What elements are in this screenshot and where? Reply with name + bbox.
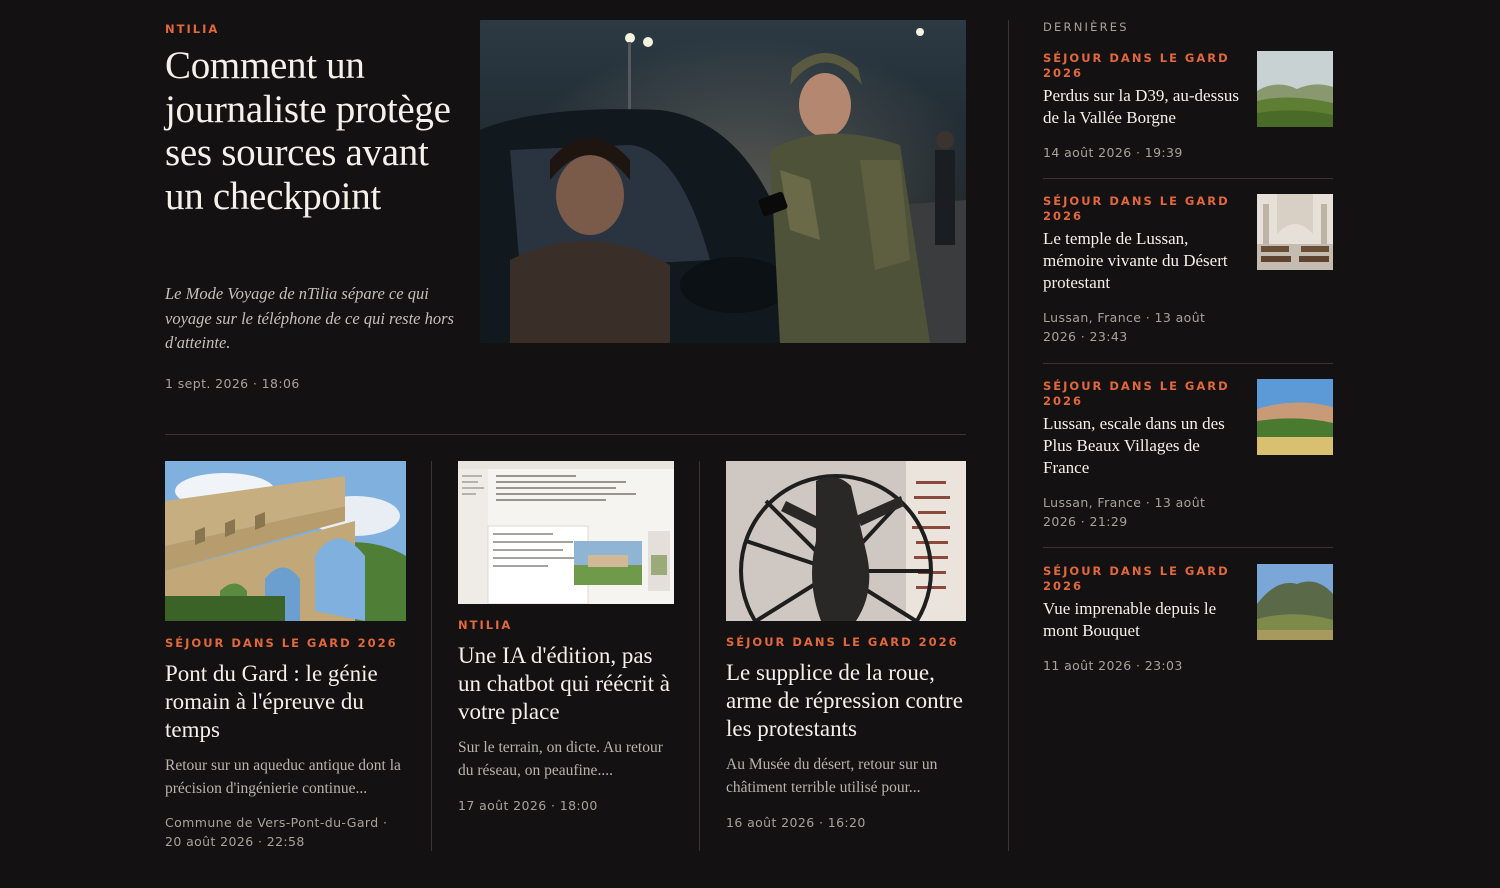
sidebar-item-meta: 14 août 2026 · 19:39	[1043, 145, 1183, 160]
sidebar-item-meta: 11 août 2026 · 23:03	[1043, 658, 1183, 673]
sidebar-item-kicker[interactable]: SÉJOUR DANS LE GARD 2026	[1043, 379, 1230, 408]
card-meta: Commune de Vers-Pont-du-Gard · 20 août 2026 · 22:58	[165, 815, 388, 849]
sidebar-heading: DERNIÈRES	[1043, 20, 1129, 34]
hero-date: 1 sept. 2026 · 18:06	[165, 376, 300, 391]
card-title[interactable]: Le supplice de la roue, arme de répression contre les protestants	[726, 660, 963, 741]
section-divider	[165, 434, 966, 435]
card-image-editor-screenshot[interactable]	[458, 461, 674, 604]
card-kicker[interactable]: NTILIA	[458, 618, 513, 632]
wheel-photo	[726, 461, 966, 621]
sidebar-item-title[interactable]: Le temple de Lussan, mémoire vivante du Désert protestant	[1043, 229, 1228, 292]
sidebar-thumb-village[interactable]	[1257, 379, 1333, 455]
sidebar-thumb-valley[interactable]	[1257, 51, 1333, 127]
card-kicker[interactable]: SÉJOUR DANS LE GARD 2026	[726, 635, 959, 649]
card-dek: Retour sur un aqueduc antique dont la précision d'ingénierie continue...	[165, 757, 401, 797]
hero-kicker[interactable]: NTILIA	[165, 22, 220, 36]
sidebar-item[interactable]	[1043, 194, 1333, 346]
sidebar-thumb-temple[interactable]	[1257, 194, 1333, 270]
hero-title[interactable]: Comment un journaliste protège ses sources avant un checkpoint	[165, 44, 451, 218]
card-meta: 16 août 2026 · 16:20	[726, 815, 866, 830]
card-meta: 17 août 2026 · 18:00	[458, 798, 598, 813]
hero-image-checkpoint[interactable]	[480, 20, 966, 343]
sidebar-item-kicker[interactable]: SÉJOUR DANS LE GARD 2026	[1043, 564, 1230, 593]
valley-photo	[1257, 51, 1333, 127]
sidebar-item[interactable]	[1043, 564, 1333, 675]
sidebar-item-title[interactable]: Lussan, escale dans un des Plus Beaux Villages de France	[1043, 414, 1225, 477]
card-dek: Sur le terrain, on dicte. Au retour du réseau, on peaufine....	[458, 739, 663, 779]
sidebar-separator	[1043, 178, 1333, 179]
card-title[interactable]: Pont du Gard : le génie romain à l'épreuve du temps	[165, 661, 378, 742]
temple-photo	[1257, 194, 1333, 270]
column-divider	[699, 461, 700, 851]
editor-screenshot	[458, 461, 674, 604]
card-image-wheel[interactable]	[726, 461, 966, 621]
sidebar-separator	[1043, 363, 1333, 364]
sidebar-item-kicker[interactable]: SÉJOUR DANS LE GARD 2026	[1043, 194, 1230, 223]
sidebar-item[interactable]	[1043, 51, 1333, 162]
sidebar-item[interactable]	[1043, 379, 1333, 531]
sidebar-item-title[interactable]: Vue imprenable depuis le mont Bouquet	[1043, 599, 1217, 640]
sidebar-item-meta: Lussan, France · 13 août 2026 · 23:43	[1043, 310, 1206, 344]
card-kicker[interactable]: SÉJOUR DANS LE GARD 2026	[165, 636, 398, 650]
sidebar-separator	[1043, 547, 1333, 548]
mountain-photo	[1257, 564, 1333, 640]
sidebar-thumb-mountain[interactable]	[1257, 564, 1333, 640]
column-divider	[431, 461, 432, 851]
card-dek: Au Musée du désert, retour sur un châtiment terrible utilisé pour...	[726, 756, 938, 796]
village-photo	[1257, 379, 1333, 455]
checkpoint-photo	[480, 20, 966, 343]
aqueduct-photo	[165, 461, 406, 621]
sidebar-item-meta: Lussan, France · 13 août 2026 · 21:29	[1043, 495, 1206, 529]
sidebar-item-kicker[interactable]: SÉJOUR DANS LE GARD 2026	[1043, 51, 1230, 80]
sidebar-item-title[interactable]: Perdus sur la D39, au-dessus de la Vallée Borgne	[1043, 86, 1239, 127]
card-title[interactable]: Une IA d'édition, pas un chatbot qui réécrit à votre place	[458, 643, 671, 724]
hero-dek: Le Mode Voyage de nTilia sépare ce qui voyage sur le téléphone de ce qui reste hors d'atteinte.	[165, 284, 454, 352]
sidebar-divider	[1008, 20, 1009, 851]
card-image-pont-du-gard[interactable]	[165, 461, 406, 621]
